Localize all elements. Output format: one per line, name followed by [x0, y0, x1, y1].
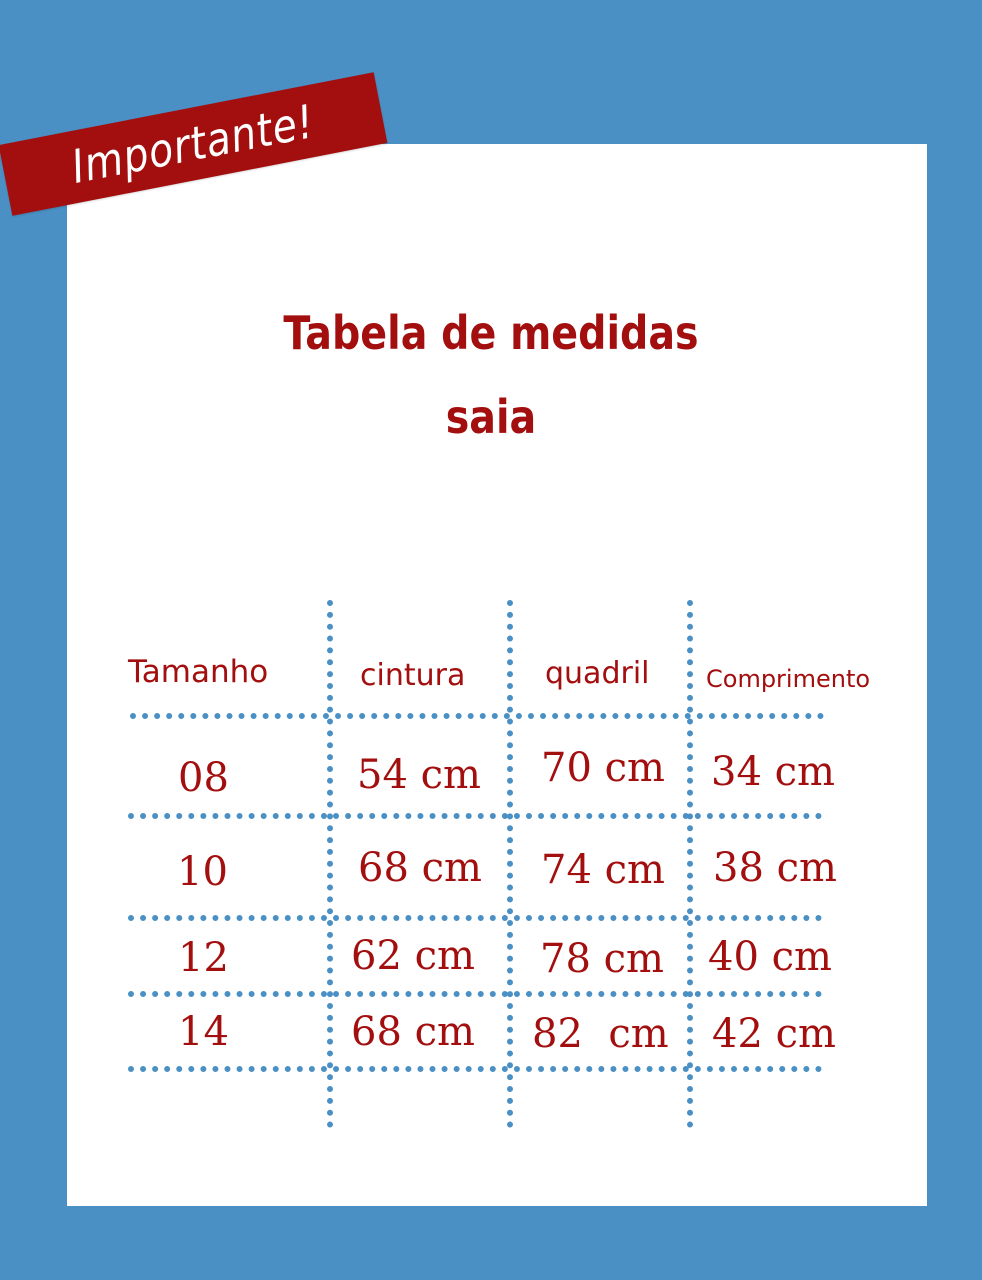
header-length: Comprimento — [706, 665, 871, 693]
table-cell-hip: 74 cm — [541, 847, 665, 893]
header-waist: cintura — [360, 658, 466, 693]
grid-vertical-line — [327, 600, 333, 1128]
grid-horizontal-line — [128, 915, 822, 921]
important-banner-label: Importante! — [67, 94, 319, 194]
table-cell-hip: 70 cm — [541, 745, 665, 791]
table-cell-size: 10 — [177, 849, 228, 895]
table-cell-waist: 62 cm — [351, 933, 475, 979]
grid-horizontal-line — [128, 813, 822, 819]
table-cell-size: 08 — [178, 755, 229, 801]
grid-horizontal-line — [128, 1066, 822, 1072]
grid-vertical-line — [687, 600, 693, 1128]
table-cell-length: 34 cm — [711, 749, 835, 795]
header-hip: quadril — [545, 656, 650, 691]
table-cell-length: 42 cm — [712, 1011, 836, 1057]
table-cell-size: 12 — [178, 935, 229, 981]
grid-horizontal-line — [130, 713, 824, 719]
table-cell-length: 38 cm — [713, 845, 837, 891]
header-size: Tamanho — [128, 654, 269, 690]
table-cell-hip: 78 cm — [540, 936, 664, 982]
page-subtitle: saia — [445, 390, 537, 444]
table-cell-waist: 54 cm — [357, 752, 481, 798]
table-cell-hip: 82 cm — [532, 1011, 669, 1057]
grid-vertical-line — [507, 600, 513, 1128]
table-cell-waist: 68 cm — [351, 1009, 475, 1055]
page-title: Tabela de medidas — [283, 306, 699, 360]
table-cell-length: 40 cm — [708, 934, 832, 980]
grid-horizontal-line — [128, 991, 822, 997]
table-cell-waist: 68 cm — [358, 845, 482, 891]
table-cell-size: 14 — [178, 1009, 229, 1055]
